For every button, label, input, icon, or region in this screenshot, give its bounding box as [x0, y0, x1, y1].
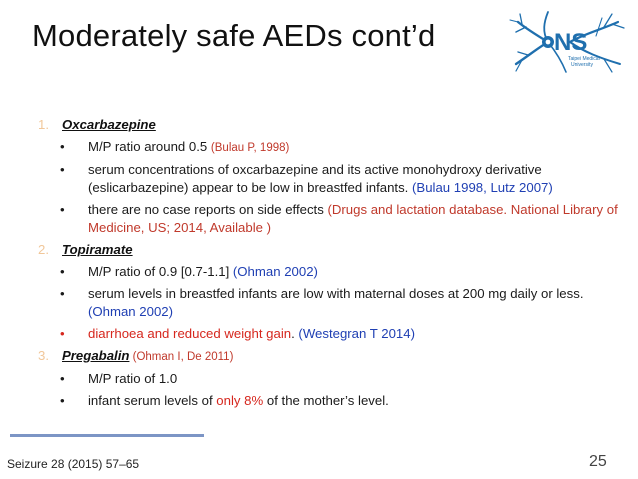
drug-name: Topiramate: [62, 242, 133, 257]
list-item: • M/P ratio around 0.5 (Bulau P, 1998): [60, 139, 290, 154]
reference: (Westegran T 2014): [298, 326, 415, 341]
drug-name: Pregabalin: [62, 348, 130, 363]
bullet-icon: •: [60, 264, 65, 279]
footer-divider: [10, 434, 204, 437]
topiramate-points: [38, 263, 618, 343]
bullet-icon: •: [60, 139, 65, 154]
list-item: • M/P ratio of 0.9 [0.7-1.1] (Ohman 2002): [60, 264, 318, 279]
citation-footer: Seizure 28 (2015) 57–65: [7, 457, 140, 471]
reference: (Bulau P, 1998): [210, 142, 290, 154]
bullet-icon: •: [60, 202, 65, 217]
item-number: 2.: [38, 242, 49, 257]
list-item: • infant serum levels of only 8% of the mother’s level.: [60, 393, 389, 408]
tmu-neuroscience-logo: [508, 8, 626, 76]
list-item: • diarrhoea and reduced weight gain. (Westegran T 2014): [60, 326, 415, 341]
bullet-icon: •: [60, 286, 65, 301]
bullet-icon: •: [60, 326, 65, 341]
highlight-text: diarrhoea and reduced weight gain: [88, 326, 292, 341]
reference: (Ohman I, De 2011): [129, 351, 234, 363]
svg-text:NS: NS: [554, 29, 588, 56]
bullet-icon: •: [60, 393, 65, 408]
oxcarbazepine-points: [38, 138, 618, 237]
reference: (Bulau 1998, Lutz 2007): [412, 180, 553, 195]
item-number: 1.: [38, 117, 49, 132]
slide-content: [38, 116, 618, 414]
list-item: • M/P ratio of 1.0: [60, 371, 178, 386]
svg-text:University: University: [571, 62, 593, 68]
reference: (Drugs and lactation database. National Library of Medicine, US; 2014, Available ): [88, 202, 618, 235]
item-number: 3.: [38, 348, 49, 363]
highlight-text: only 8%: [216, 393, 264, 408]
svg-text:Taipei Medical: Taipei Medical: [568, 56, 600, 62]
list-item: • there are no case reports on side effects (Drugs and lactation database. National Library of Medicine, US; 2014, Available ): [60, 202, 618, 235]
drug-name: Oxcarbazepine: [62, 117, 156, 132]
reference: (Ohman 2002): [88, 304, 174, 319]
reference: (Ohman 2002): [232, 264, 318, 279]
drug-heading-oxcarbazepine: [38, 116, 618, 134]
page-number: 25: [589, 453, 607, 470]
bullet-icon: •: [60, 162, 65, 177]
list-item: • serum concentrations of oxcarbazepine and its active monohydroxy derivative (eslicarbazepine) appear to be low in breastfed infants. (Bulau 1998, Lutz 2007): [60, 162, 553, 195]
pregabalin-points: [38, 370, 618, 410]
bullet-icon: •: [60, 371, 65, 386]
drug-heading-topiramate: [38, 241, 618, 259]
drug-heading-pregabalin: [38, 347, 618, 366]
slide-title: Moderately safe AEDs cont’d: [32, 18, 436, 53]
list-item: • serum levels in breastfed infants are low with maternal doses at 200 mg daily or less. (Ohman 2002): [60, 286, 584, 319]
